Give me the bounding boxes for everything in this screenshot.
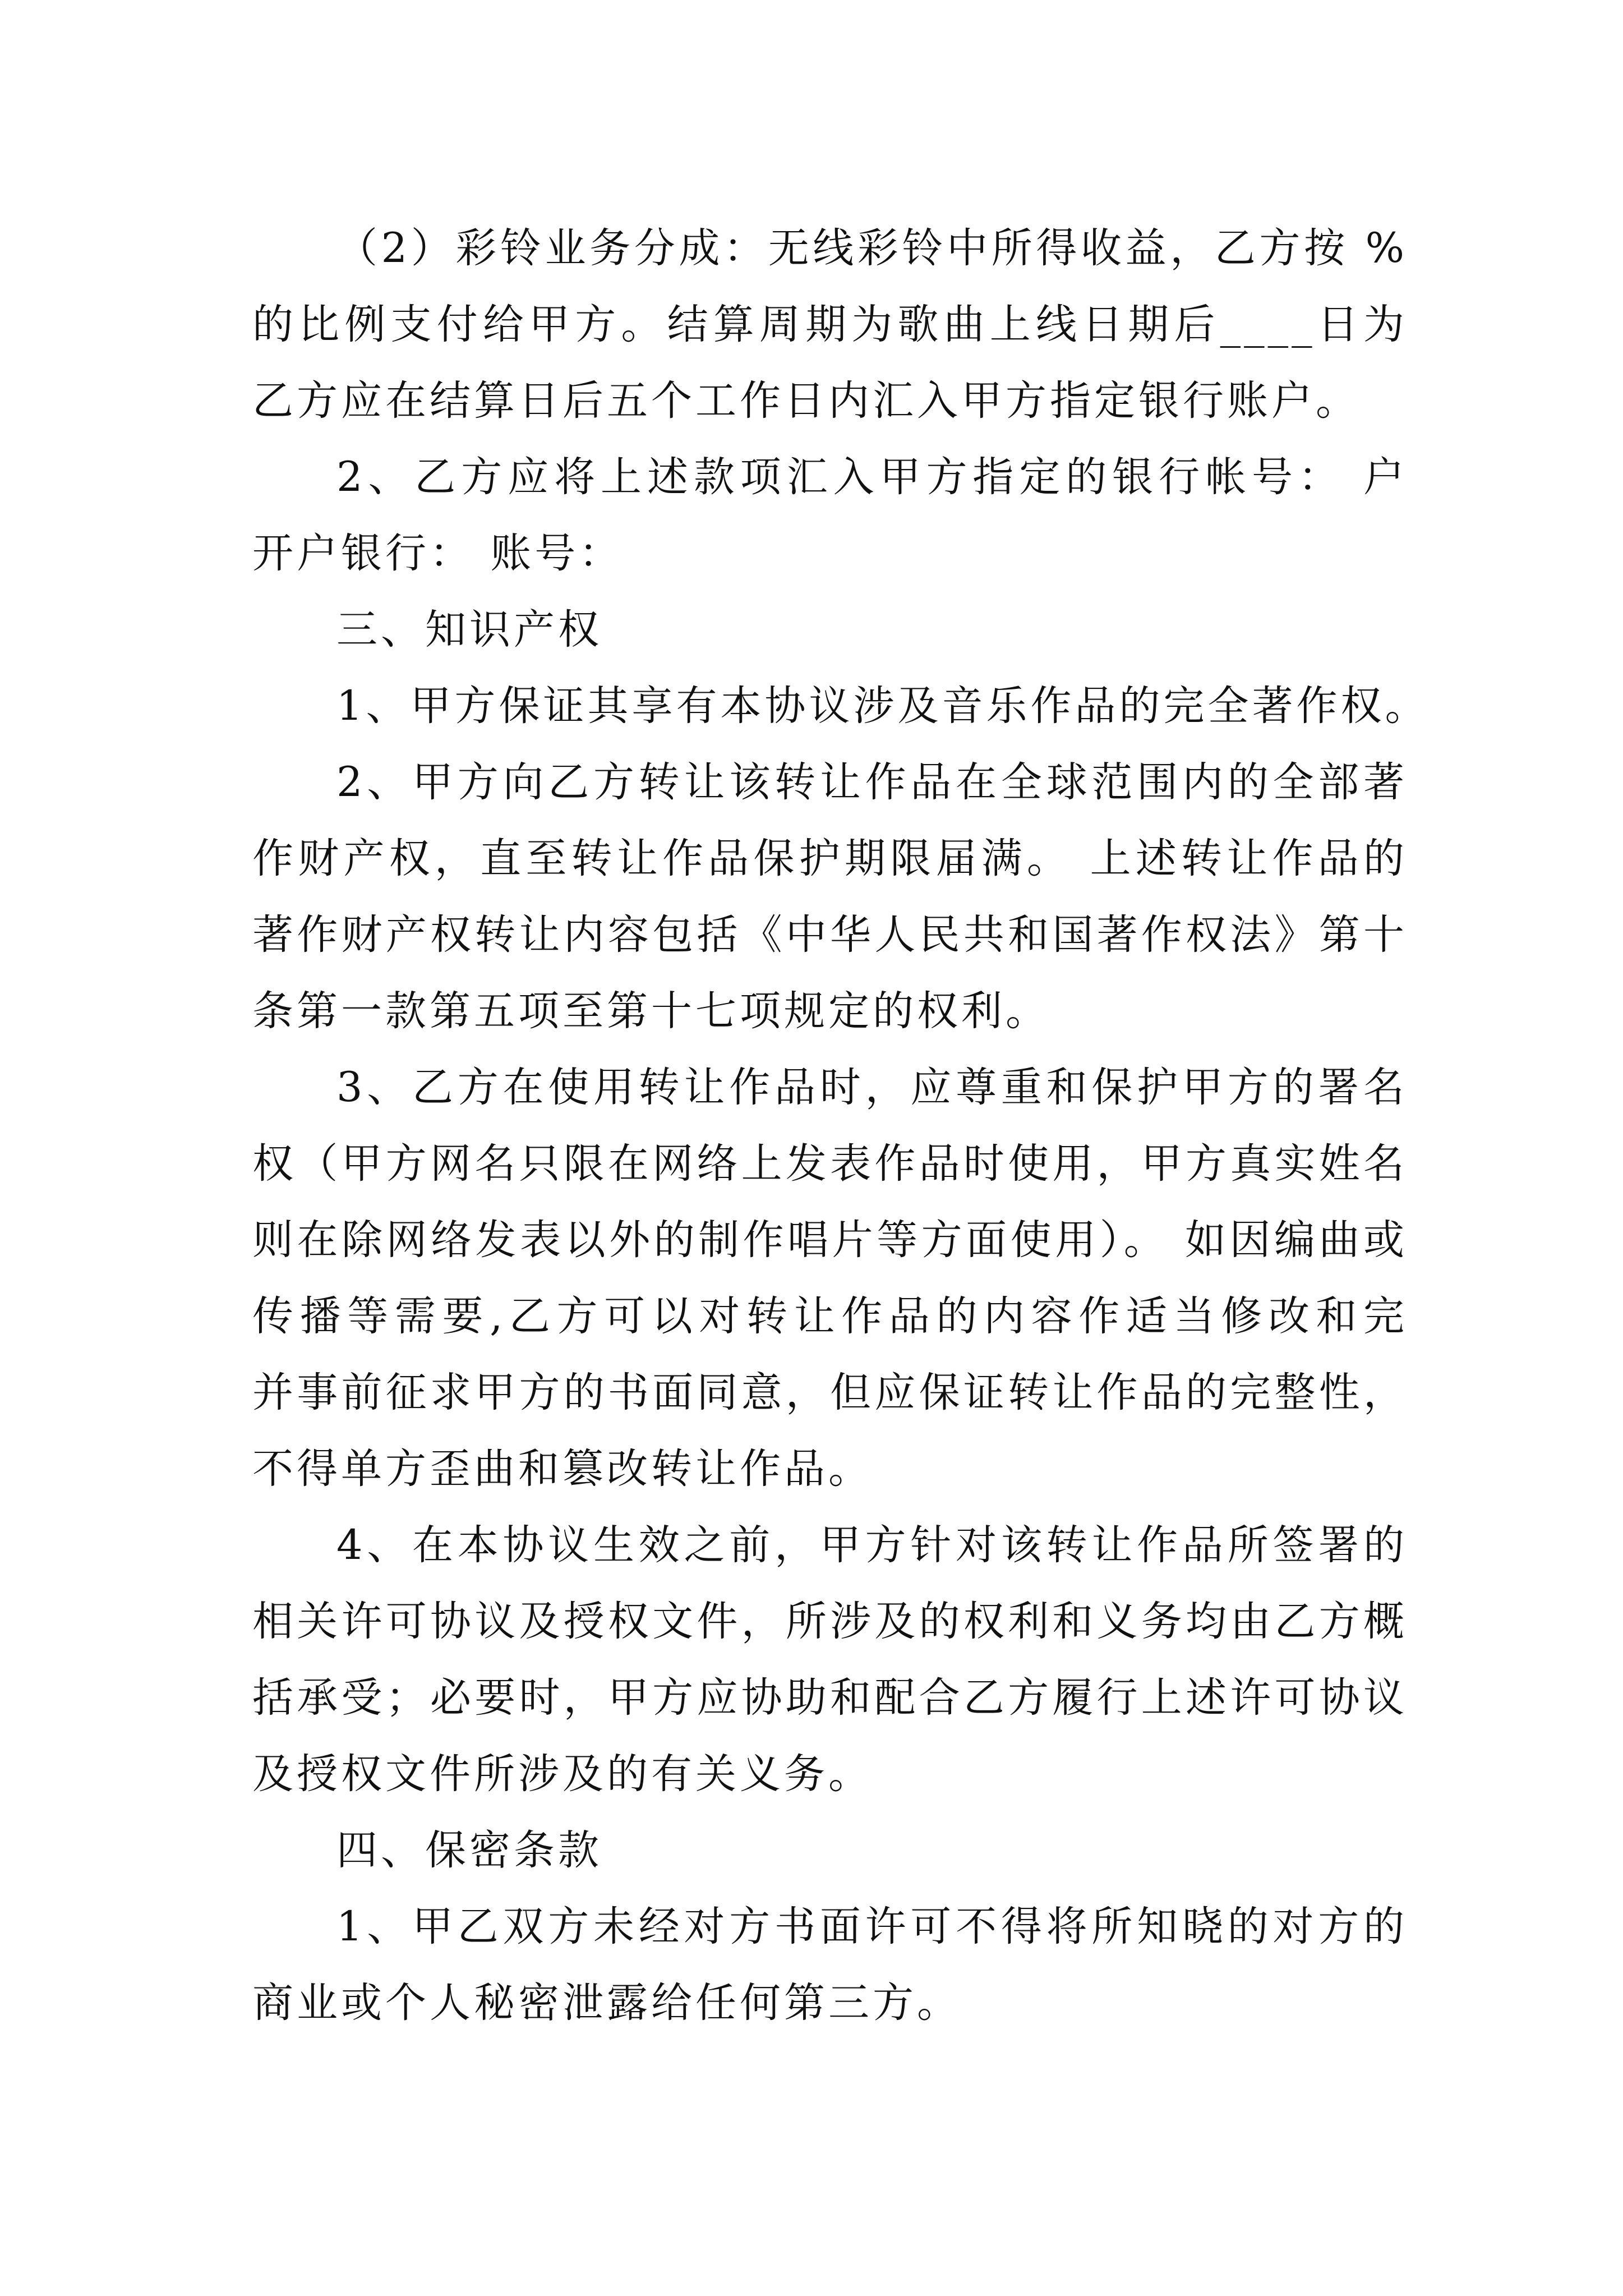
text-line: 及授权文件所涉及的有关义务。: [252, 1750, 873, 1798]
text-line: 2、甲方向乙方转让该转让作品在全球范围内的全部著: [336, 758, 1408, 806]
text-line: 1、甲方保证其享有本协议涉及音乐作品的完全著作权。: [336, 682, 1430, 730]
text-line: 不得单方歪曲和篡改转让作品。: [252, 1445, 873, 1493]
text-line: 条第一款第五项至第十七项规定的权利。: [252, 987, 1050, 1035]
text-line: 1、甲乙双方未经对方书面许可不得将所知晓的对方的: [336, 1903, 1408, 1950]
text-line: 开户银行： 账号：: [252, 530, 624, 577]
section-heading-confidentiality: 四、保密条款: [336, 1826, 602, 1874]
text-line: 2、乙方应将上述款项汇入甲方指定的银行帐号： 户: [336, 453, 1408, 501]
text-line: 传播等需要,乙方可以对转让作品的内容作适当修改和完: [252, 1292, 1408, 1340]
text-line: 权（甲方网名只限在网络上发表作品时使用，甲方真实姓名: [252, 1140, 1408, 1188]
section-heading-intellectual-property: 三、知识产权: [336, 606, 602, 654]
text-line: 括承受；必要时，甲方应协助和配合乙方履行上述许可协议: [252, 1674, 1408, 1722]
text-line: 则在除网络发表以外的制作唱片等方面使用）。 如因编曲或: [252, 1216, 1408, 1264]
document-body: [252, 210, 1430, 2041]
text-line: 相关许可协议及授权文件，所涉及的权利和义务均由乙方概: [252, 1598, 1408, 1645]
text-line: （2）彩铃业务分成：无线彩铃中所得收益，乙方按 %: [336, 224, 1408, 272]
text-line: 作财产权，直至转让作品保护期限届满。 上述转让作品的: [252, 835, 1408, 882]
text-line: 3、乙方在使用转让作品时，应尊重和保护甲方的署名: [336, 1064, 1408, 1111]
text-line: 商业或个人秘密泄露给任何第三方。: [252, 1979, 961, 2027]
text-line: 的比例支付给甲方。结算周期为歌曲上线日期后____日为: [252, 301, 1408, 348]
text-line: 并事前征求甲方的书面同意，但应保证转让作品的完整性，: [252, 1369, 1408, 1416]
text-line: 4、在本协议生效之前，甲方针对该转让作品所签署的: [336, 1521, 1408, 1569]
text-line: 著作财产权转让内容包括《中华人民共和国著作权法》第十: [252, 911, 1408, 959]
text-line: 乙方应在结算日后五个工作日内汇入甲方指定银行账户。: [252, 377, 1360, 425]
